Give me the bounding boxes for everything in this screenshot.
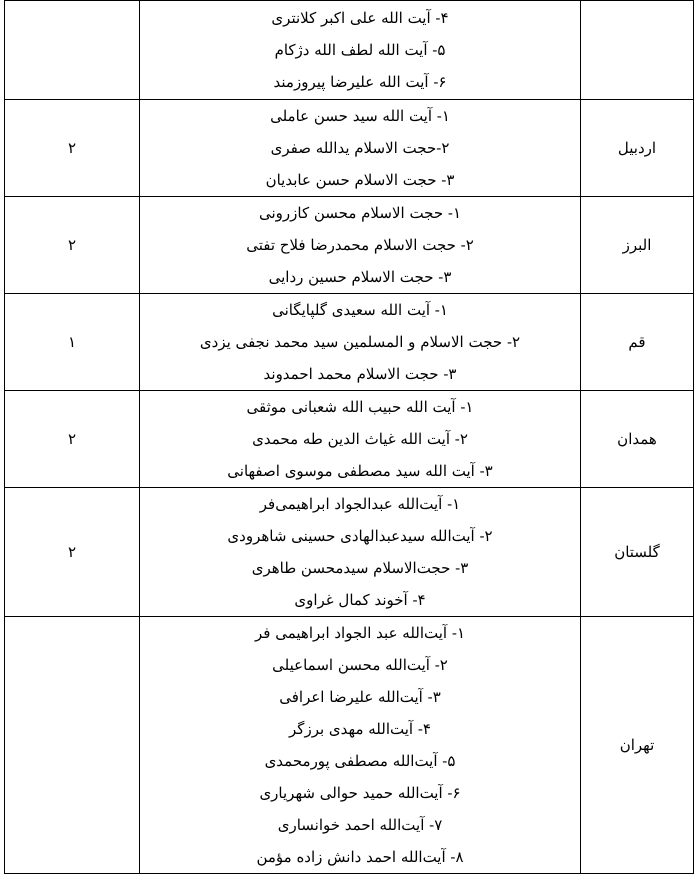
- name-line: ۱- آیت الله سعیدی گلپایگانی: [272, 301, 448, 319]
- name-line: ۳- آیت‌الله علیرضا اعرافی: [279, 688, 441, 706]
- name-line: ۲- آیت الله غیاث الدین طه محمدی: [252, 430, 468, 448]
- count-cell: [5, 617, 140, 874]
- name-line: ۶- آیت‌الله حمید حوالی شهریاری: [259, 784, 461, 802]
- name-line: ۴- آیت الله علی اکبر کلانتری: [271, 9, 449, 27]
- count-cell: ۲: [5, 197, 140, 294]
- name-line: ۱- حجت الاسلام محسن کازرونی: [258, 204, 462, 222]
- table-row: [5, 391, 694, 488]
- province-cell: [581, 1, 694, 100]
- province-cell: قم: [581, 294, 694, 391]
- name-line: ۱- آیت‌الله عبد الجواد ابراهیمی فر: [255, 624, 465, 642]
- name-line: ۵- آیت‌الله مصطفی پورمحمدی: [264, 752, 456, 770]
- name-line: ۳- حجت الاسلام حسین ردایی: [268, 268, 452, 286]
- province-cell: همدان: [581, 391, 694, 488]
- count-cell: [5, 1, 140, 100]
- province-cell: البرز: [581, 197, 694, 294]
- name-line: ۳- آیت الله سید مصطفی موسوی اصفهانی: [227, 462, 493, 480]
- name-line: ۴- آیت‌الله مهدی برزگر: [289, 720, 431, 738]
- name-line: ۱- آیت‌الله عبدالجواد ابراهیمی‌فر: [259, 495, 461, 513]
- name-line: ۱- آیت الله حبیب الله شعبانی موثقی: [246, 398, 474, 416]
- province-cell: اردبیل: [581, 100, 694, 197]
- name-line: ۵- آیت الله لطف الله دژکام: [274, 41, 446, 59]
- names-cell: [140, 100, 581, 197]
- name-line: ۸- آیت‌الله احمد دانش زاده مؤمن: [256, 848, 464, 866]
- count-cell: ۱: [5, 294, 140, 391]
- representatives-table: [4, 0, 694, 874]
- document-page: [4, 0, 692, 866]
- names-cell: [140, 197, 581, 294]
- names-cell: [140, 617, 581, 874]
- count-cell: ۲: [5, 100, 140, 197]
- table-row: [5, 488, 694, 617]
- name-line: ۳- حجت‌الاسلام سیدمحسن طاهری: [251, 559, 469, 577]
- names-cell: [140, 488, 581, 617]
- name-line: ۱- آیت الله سید حسن عاملی: [270, 107, 450, 125]
- name-line: ۲- آیت‌الله محسن اسماعیلی: [272, 656, 448, 674]
- table-row: [5, 1, 694, 100]
- name-line: ۲- حجت الاسلام و المسلمین سید محمد نجفی یزدی: [199, 333, 521, 351]
- name-line: ۲-حجت الاسلام یدالله صفری: [270, 139, 450, 157]
- name-line: ۳- حجت الاسلام محمد احمدوند: [263, 365, 457, 383]
- name-line: ۲- آیت‌الله سیدعبدالهادی حسینی شاهرودی: [227, 527, 493, 545]
- province-cell: گلستان: [581, 488, 694, 617]
- name-line: ۶- آیت الله علیرضا پیروزمند: [273, 73, 447, 91]
- count-cell: ۲: [5, 488, 140, 617]
- name-line: ۴- آخوند کمال غراوی: [294, 591, 426, 609]
- table-row: [5, 617, 694, 874]
- names-cell: [140, 294, 581, 391]
- count-cell: ۲: [5, 391, 140, 488]
- name-line: ۲- حجت الاسلام محمدرضا فلاح تفتی: [246, 236, 474, 254]
- names-cell: [140, 1, 581, 100]
- table-row: [5, 100, 694, 197]
- names-cell: [140, 391, 581, 488]
- name-line: ۷- آیت‌الله احمد خوانساری: [277, 816, 443, 834]
- table-row: [5, 294, 694, 391]
- name-line: ۳- حجت الاسلام حسن عابدیان: [265, 171, 455, 189]
- table-row: [5, 197, 694, 294]
- province-cell: تهران: [581, 617, 694, 874]
